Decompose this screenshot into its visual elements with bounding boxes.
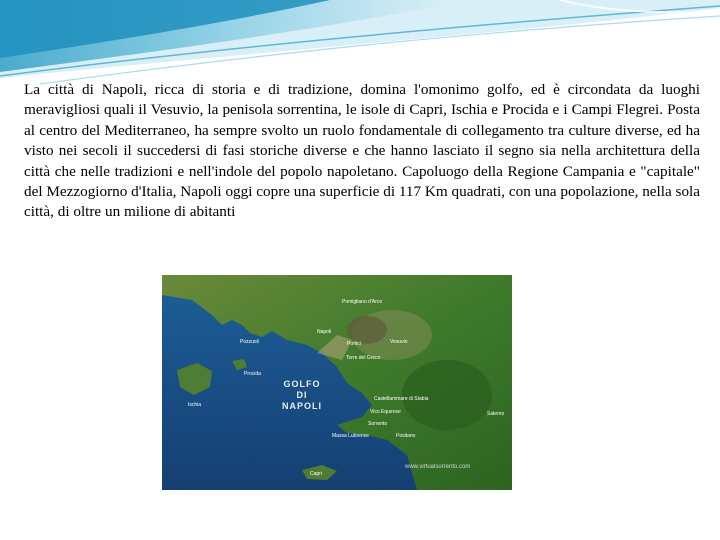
gulf-label-line1: GOLFO — [283, 379, 321, 389]
label-sorrento: Sorrento — [368, 421, 388, 427]
gulf-label-line2: DI — [296, 390, 308, 400]
label-positano: Positano — [396, 433, 416, 439]
label-pomigliano: Pomigliano d'Arco — [342, 299, 383, 305]
map-watermark: www.virtualsorrento.com — [405, 464, 471, 470]
label-salerno: Salerno — [487, 411, 505, 417]
label-castellammare: Castellammare di Stabia — [374, 396, 429, 402]
label-vico-equense: Vico Equense — [370, 409, 401, 415]
label-pozzuoli: Pozzuoli — [240, 339, 259, 345]
label-massa-lubrense: Massa Lubrense — [332, 433, 369, 439]
label-capri: Capri — [310, 471, 322, 477]
label-torre-del-greco: Torre del Greco — [346, 355, 381, 361]
header-wave-decoration — [0, 0, 720, 90]
label-portici: Portici — [347, 341, 361, 347]
label-ischia: Ischia — [188, 402, 202, 408]
intro-paragraph: La città di Napoli, ricca di storia e di tradizione, domina l'omonimo golfo, ed è circondata da luoghi meravigliosi quali il Vesuvio, la penisola sorrentina, le isole di Capri, Ischia e Procida e i Campi Flegrei. Posta al centro del Mediterraneo, ha sempre svolto un ruolo fondamentale di collegamento tra culture diverse, ed ha visto nei secoli il succedersi di fasi storiche diverse e che hanno lasciato il segno sia nella architettura della città che nelle tradizioni e nell'indole del popolo napoletano. Capoluogo della Regione Campania e "capitale" del Mezzogiorno d'Italia, Napoli oggi copre una superficie di 117 Km quadrati, con una popolazione, nella sola città, di oltre un milione di abitanti — [24, 81, 700, 221]
label-vesuvio: Vesuvio — [390, 339, 408, 345]
label-procida: Procida — [244, 371, 261, 377]
gulf-label-line3: NAPOLI — [281, 401, 323, 411]
gulf-of-naples-map — [162, 275, 512, 490]
label-napoli: Napoli — [317, 329, 332, 335]
